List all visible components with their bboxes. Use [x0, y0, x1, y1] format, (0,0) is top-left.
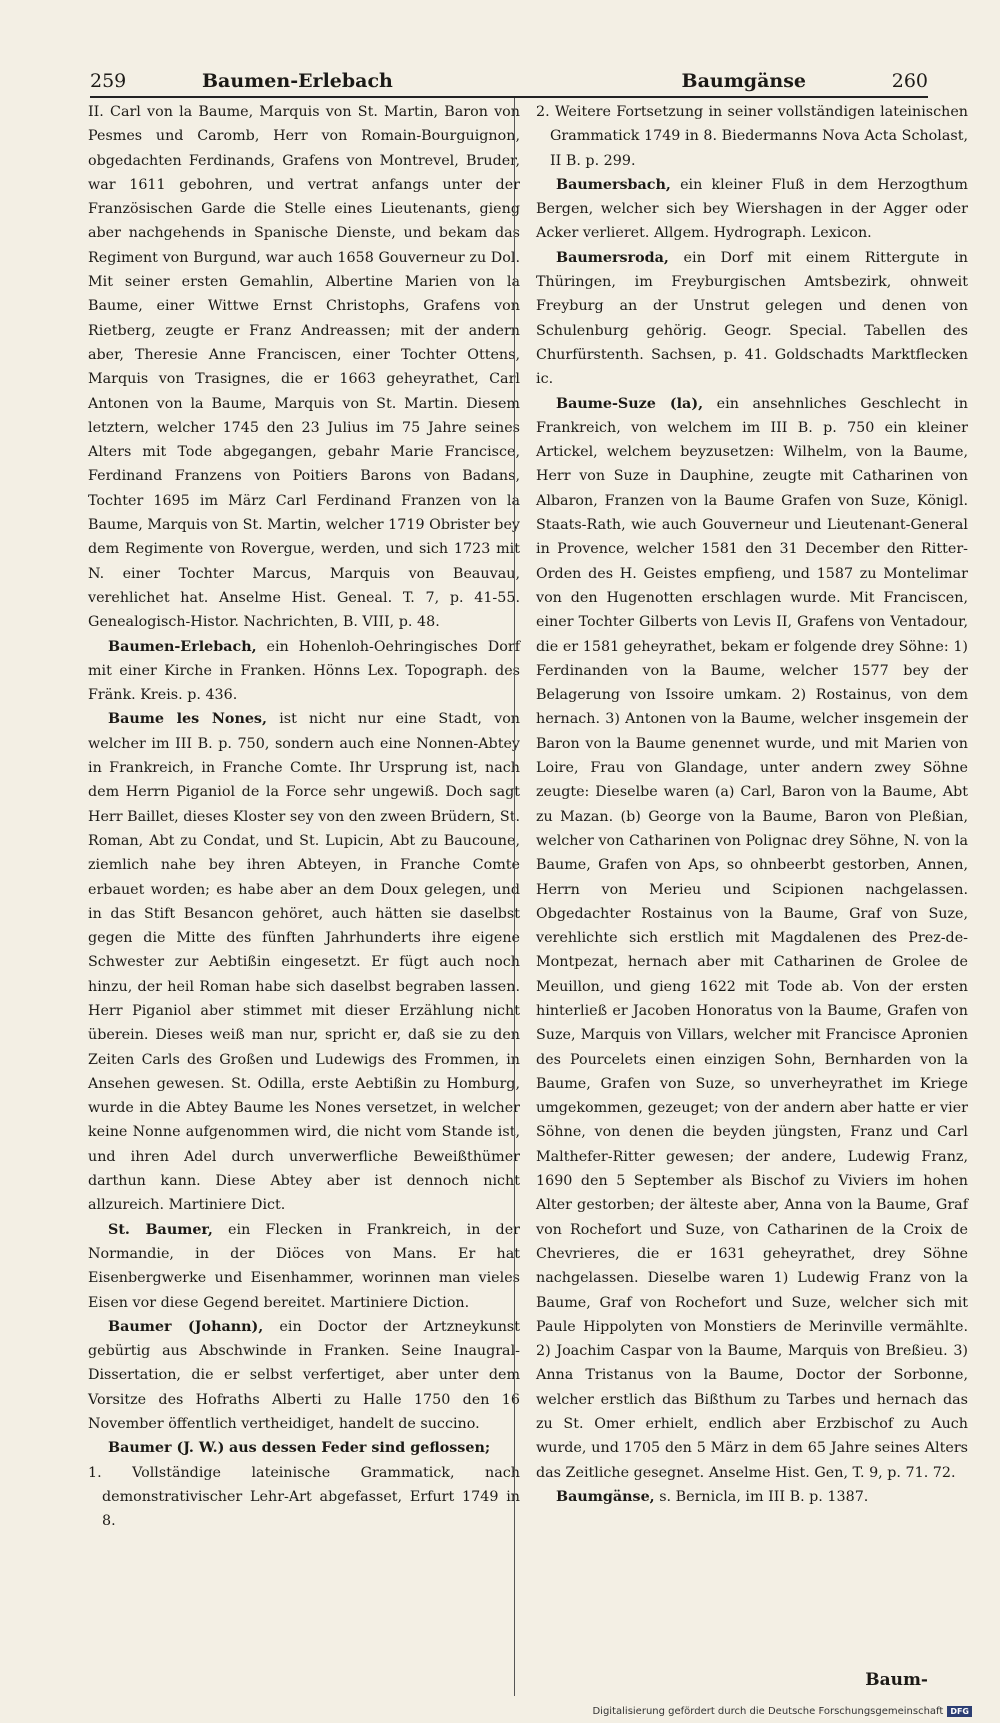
entry-headword: Baumersroda,	[556, 249, 669, 266]
entry-headword: Baumer (Johann),	[108, 1318, 264, 1335]
column-divider	[514, 98, 515, 1696]
entry	[88, 1436, 520, 1460]
entry	[536, 392, 968, 1485]
entry-headword: Baumersbach,	[556, 176, 671, 193]
entry	[88, 635, 520, 708]
entry	[536, 1485, 968, 1509]
entry-text: ein ansehnliches Geschlecht in Frankreich, von welchem im III B. p. 750 ein kleiner Artickel, welchem beyzusetzen: Wilhelm, von la Baume, Herr von Suze in Dauphine, zeugte mit Catharinen von Albaron, Franzen von la Baume Grafen von Suze, Königl. Staats-Rath, wie auch Gouverneur und Lieutenant-General in Provence, welcher 1581 den 31 December den Ritter-Orden des H. Geistes empfieng, und 1587 zu Montelimar von den Hugenotten erschlagen wurde. Mit Franciscen, einer Tochter Gilberts von Levis II, Grafens von Ventadour, die er 1581 geheyrathet, bekam er folgende drey Söhne: 1) Ferdinanden von la Baume, welcher 1577 bey der Belagerung von Issoire umkam. 2) Rostainus, von dem hernach. 3) Antonen von la Baume, welcher insgemein der Baron von la Baume genennet wurde, und mit Marien von Loire, Frau von Glandage, unter andern zwey Söhne zeugte: Dieselbe waren (a) Carl, Baron von la Baume, Abt zu Mazan. (b) George von la Baume, Baron von Pleßian, welcher von Catharinen von Polignac drey Söhne, N. von la Baume, Grafen von Aps, so ohnbeerbt gestorben, Annen, Herrn von Merieu und Scipionen nachgelassen. Obgedachter Rostainus von la Baume, Graf von Suze, verehlichte sich erstlich mit Magdalenen des Prez-de-Montpezat, hernach aber mit Catharinen de Grolee de Meuillon, und gieng 1622 mit Tode ab. Von der ersten hinterließ er Jacoben Honoratus von la Baume, Grafen von Suze, Marquis von Villars, welcher mit Francisce Apronien des Pourcelets einen einzigen Sohn, Bernharden von la Baume, Grafen von Suze, so unverheyrathet im Kriege umgekommen, gezeuget; von der andern aber hatte er vier Söhne, von denen die beyden jüngsten, Franz und Carl Malthefer-Ritter gewesen; der andere, Ludewig Franz, 1690 den 5 September als Bischof zu Viviers im hohen Alter gestorben; der älteste aber, Anna von la Baume, Graf von Rochefort und Suze, von Catharinen de la Croix de Chevrieres, die er 1631 geheyrathet, drey Söhne nachgelassen. Dieselbe waren 1) Ludewig Franz von la Baume, Graf von Rochefort und Suze, welcher sich mit Paule Hippolyten von Monstiers de Merinville vermählte. 2) Joachim Caspar von la Baume, Marquis von Breßieu. 3) Anna Tristanus von la Baume, Doctor der Sorbonne, welcher erstlich das Bißthum zu Tarbes und hernach das zu St. Omer erhielt, endlich aber Erzbischof zu Auch wurde, und 1705 den 5 März in dem 65 Jahre seines Alters das Zeitliche gesegnet. Anselme Hist. Gen, T. 9, p. 71. 72.	[536, 395, 969, 1481]
right-column	[536, 100, 968, 1509]
list-item	[88, 1461, 520, 1534]
entry	[536, 246, 968, 392]
running-header	[90, 70, 928, 98]
entry-text: aus dessen Feder sind geflossen;	[228, 1440, 491, 1457]
entry	[88, 1315, 520, 1436]
dfg-logo: DFG	[947, 1706, 972, 1717]
entry-text: s. Bernicla, im III B. p. 1387.	[659, 1488, 869, 1505]
entry-text: ein kleiner Fluß in dem Herzogthum Bergen, welcher sich bey Wiershagen in der Agger oder Acker verlieret. Allgem. Hydrograph. Lexicon.	[536, 176, 968, 242]
list-item	[536, 100, 968, 173]
entry	[88, 1218, 520, 1315]
entry-text: ein Hohenloh-Oehringisches Dorf mit einer Kirche in Franken. Hönns Lex. Topograph. des Fränk. Kreis. p. 436.	[88, 638, 520, 704]
entry-headword: Baume-Suze (la),	[556, 395, 704, 412]
entry-text: 2. Weitere Fortsetzung in seiner vollständigen lateinischen Grammatick 1749 in 8. Biedermanns Nova Acta Scholast, II B. p. 299.	[536, 104, 968, 169]
entry	[88, 100, 520, 635]
catchword: Baum-	[865, 1670, 928, 1690]
entry-headword: Baume les Nones,	[108, 711, 267, 728]
entry-text: II. Carl von la Baume, Marquis von St. Martin, Baron von Pesmes und Caromb, Herr von Romain-Bourguignon, obgedachten Ferdinands, Grafens von Montrevel, Bruder, war 1611 gebohren, und vertrat anfangs unter der Französischen Garde die Stelle eines Lieutenants, gieng aber nachgehends in Spanische Dienste, und bekam das Regiment von Burgund, war auch 1658 Gouverneur zu Dol. Mit seiner ersten Gemahlin, Albertine Marien von la Baume, einer Wittwe Ernst Christophs, Grafens von Rietberg, zeugte er Franz Andreassen; mit der andern aber, Theresie Anne Franciscen, einer Tochter Ottens, Marquis von Trasignes, die er 1663 geheyrathet, Carl Antonen von la Baume, Marquis von St. Martin. Diesem letztern, welcher 1745 den 23 Julius im 75 Jahre seines Alters mit Tode abgegangen, gebahr Marie Francisce, Ferdinand Franzens von Poitiers Barons von Badans, Tochter 1695 im März Carl Ferdinand Franzen von la Baume, Marquis von St. Martin, welcher 1719 Obrister bey dem Regimente von Rovergue, werden, und sich 1723 mit N. einer Tochter Marcus, Marquis von Beauvau, verehlichet hat. Anselme Hist. Geneal. T. 7, p. 41-55. Genealogisch-Histor. Nachrichten, B. VIII, p. 48.	[88, 104, 520, 631]
entry	[88, 707, 520, 1217]
entry-text: ein Flecken in Frankreich, in der Normandie, in der Diöces von Mans. Er hat Eisenbergwerke und Eisenhammer, worinnen man vieles Eisen vor diese Gegend bereitet. Martiniere Diction.	[88, 1221, 520, 1311]
entry-text: ist nicht nur eine Stadt, von welcher im III B. p. 750, sondern auch eine Nonnen-Abtey in Frankreich, in Franche Comte. Ihr Ursprung ist, nach dem Herrn Piganiol de la Force sehr ungewiß. Doch sagt Herr Baillet, dieses Kloster sey von den zween Brüdern, St. Roman, Abt zu Condat, und St. Lupicin, Abt zu Baucoune, ziemlich nahe bey ihren Abteyen, in Franche Comte erbauet worden; es habe aber an dem Doux gelegen, und in das Stift Besancon gehöret, auch hätten sie daselbst gegen die Mitte des fünften Jahrhunderts ihre eigene Schwester zur Aebtißin eingesetzt. Er fügt auch noch hinzu, der heil Roman habe sich daselbst begraben lassen. Herr Piganiol aber stimmet mit dieser Erzählung nicht überein. Dieses weiß man nur, spricht er, daß sie zu den Zeiten Carls des Großen und Ludewigs des Frommen, in Ansehen gewesen. St. Odilla, erste Aebtißin zu Homburg, wurde in die Abtey Baume les Nones versetzet, in welcher keine Nonne aufgenommen wird, die nicht vom Stande ist, und ihren Adel durch unverwerfliche Beweißthümer darthun kann. Diese Abtey aber ist dennoch nicht allzureich. Martiniere Dict.	[88, 711, 521, 1214]
entry-text: ein Doctor der Artzneykunst gebürtig aus Abschwinde in Franken. Seine Inaugral-Dissertation, die er selbst verfertiget, aber unter dem Vorsitze des Hofraths Alberti zu Halle 1750 den 16 November öffentlich vertheidiget, handelt de succino.	[88, 1318, 521, 1433]
entry-headword: Baumer (J. W.)	[108, 1440, 225, 1457]
header-title-right: Baumgänse	[681, 70, 806, 92]
entry-headword: Baumen-Erlebach,	[108, 638, 257, 655]
entry-text: 1. Vollständige lateinische Grammatick, nach demonstrativischer Lehr-Art abgefasset, Erfurt 1749 in 8.	[88, 1464, 520, 1530]
entry	[536, 173, 968, 246]
page-number-left: 259	[90, 70, 127, 92]
page-number-right: 260	[891, 70, 928, 92]
header-title-left: Baumen-Erlebach	[202, 70, 393, 92]
footer-text: Digitalisierung gefördert durch die Deutsche Forschungsgemeinschaft	[592, 1706, 944, 1717]
entry-headword: Baumgänse,	[556, 1488, 655, 1505]
entry-headword: St. Baumer,	[108, 1221, 213, 1238]
digitization-footer	[592, 1706, 972, 1717]
left-column	[88, 100, 520, 1534]
entry-text: ein Dorf mit einem Rittergute in Thüringen, im Freyburgischen Amtsbezirk, ohnweit Freyburg an der Unstrut gelegen und denen von Schulenburg gehörig. Geogr. Special. Tabellen des Churfürstenth. Sachsen, p. 41. Goldschadts Marktflecken ic.	[536, 249, 968, 388]
